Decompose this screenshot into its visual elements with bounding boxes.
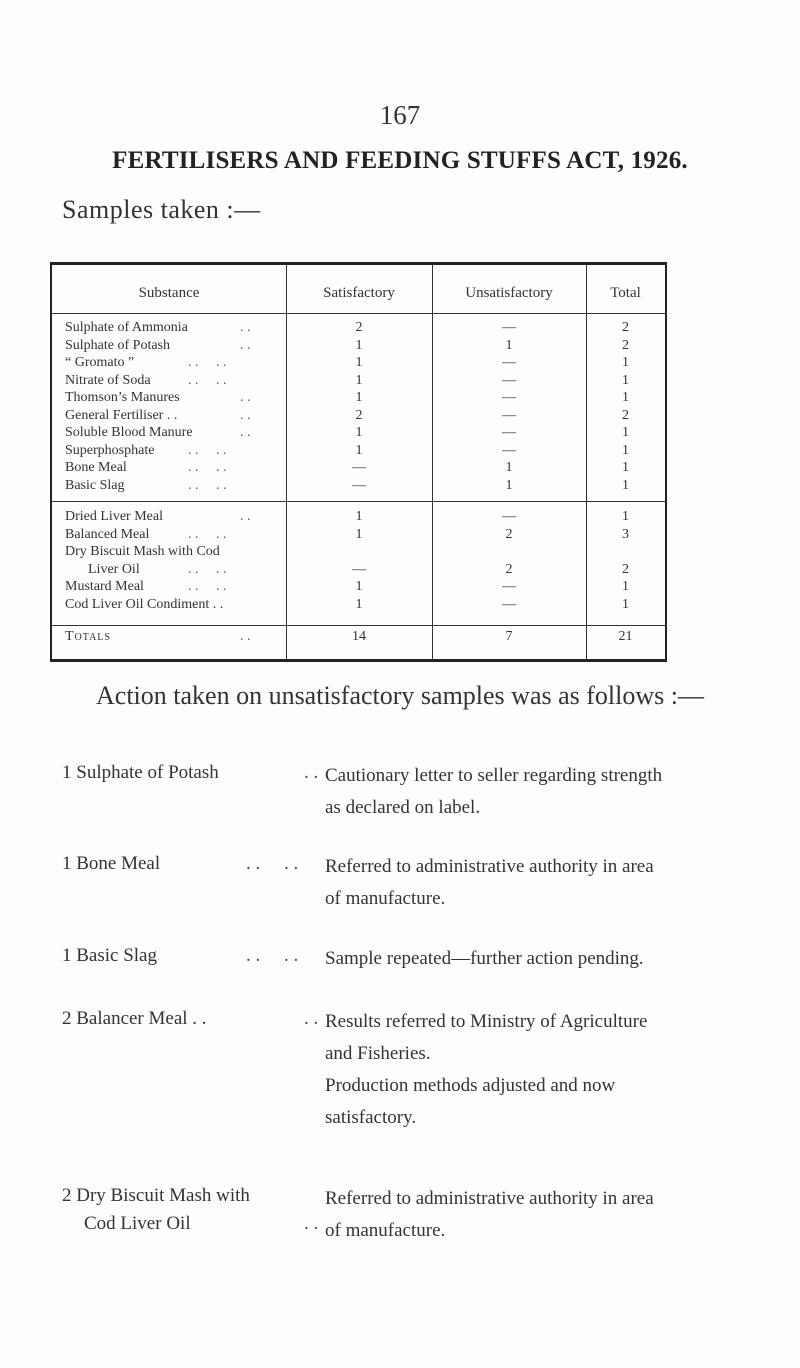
- table-row-leader: . .: [240, 425, 251, 440]
- table-row-leader: . . . .: [188, 442, 227, 458]
- action-item-text: Cautionary letter to seller regarding strength: [325, 765, 663, 786]
- table-row-leader: . . . .: [188, 579, 227, 594]
- action-item-text: Referred to administrative authority in area: [325, 856, 654, 877]
- totals-satisfactory: 14: [352, 629, 366, 644]
- table-row-substance: Nitrate of Soda: [65, 372, 151, 388]
- table-row-satisfactory: 1: [355, 355, 363, 370]
- table-row-unsatisfactory: —: [502, 425, 516, 440]
- action-item-leader: . .: [304, 1008, 319, 1029]
- table-row-total: 1: [622, 372, 629, 388]
- action-item-text: Production methods adjusted and now: [325, 1075, 616, 1096]
- action-item-leader: . . . .: [246, 945, 299, 966]
- table-row-substance: Bone Meal: [65, 460, 127, 475]
- table-row-total: 1: [622, 390, 629, 405]
- table-row-leader: . . . .: [188, 460, 227, 475]
- table-row-satisfactory: 1: [355, 442, 363, 458]
- action-item-label: Cod Liver Oil: [84, 1213, 191, 1234]
- table-row-substance: General Fertiliser . .: [65, 407, 178, 423]
- table-row-leader: . . . .: [188, 477, 227, 493]
- totals-leader: . .: [240, 629, 251, 644]
- table-row-leader: . .: [240, 407, 251, 423]
- table-row-satisfactory: 1: [355, 596, 363, 612]
- table-row-satisfactory: —: [352, 477, 366, 493]
- table-row-total: 1: [622, 425, 629, 440]
- table-row-substance: Thomson’s Manures: [65, 390, 180, 405]
- samples-heading: Samples taken :—: [62, 195, 261, 224]
- action-item-label: 2 Dry Biscuit Mash with: [62, 1185, 250, 1206]
- table-row-total: 1: [622, 355, 629, 370]
- header-divider: [52, 313, 665, 314]
- table-row-unsatisfactory: 1: [505, 477, 513, 493]
- table-row-total: 1: [622, 596, 629, 612]
- table-row-total: 1: [622, 460, 629, 475]
- action-item-leader: . .: [304, 762, 319, 783]
- action-item-label: 1 Sulphate of Potash: [62, 762, 219, 783]
- table-row-unsatisfactory: —: [502, 509, 516, 524]
- table-row-substance: Balanced Meal: [65, 526, 150, 542]
- totals-total: 21: [618, 629, 633, 644]
- table-row-total: 1: [622, 579, 629, 594]
- table-row-substance: Cod Liver Oil Condiment . .: [65, 596, 224, 612]
- table-row-substance: Basic Slag: [65, 477, 125, 493]
- page-number: 167: [379, 100, 421, 130]
- action-item-text: Referred to administrative authority in area: [325, 1188, 654, 1209]
- table-row-unsatisfactory: —: [502, 372, 516, 388]
- table-row-satisfactory: —: [352, 460, 366, 475]
- action-item-label: 1 Basic Slag: [62, 945, 157, 966]
- table-row-substance: Liver Oil: [88, 561, 140, 577]
- table-row-total: 2: [622, 337, 629, 353]
- totals-label: Totals: [65, 629, 111, 644]
- header-satisfactory: Satisfactory: [323, 285, 395, 301]
- table-row-satisfactory: 1: [355, 372, 363, 388]
- action-item-label: 2 Balancer Meal . .: [62, 1008, 207, 1029]
- action-item-text: satisfactory.: [325, 1107, 417, 1128]
- table-row-unsatisfactory: 2: [505, 561, 513, 577]
- table-row-satisfactory: 2: [355, 320, 363, 335]
- action-item-text: of manufacture.: [325, 888, 446, 909]
- table-row-leader: . .: [240, 390, 251, 405]
- table-row-unsatisfactory: —: [502, 355, 516, 370]
- table-row-satisfactory: 1: [355, 425, 363, 440]
- action-item-text: as declared on label.: [325, 797, 481, 818]
- table-row-substance: Mustard Meal: [65, 579, 144, 594]
- table-row-satisfactory: 1: [355, 526, 363, 542]
- table-row-substance: Dried Liver Meal: [65, 509, 163, 524]
- table-row-satisfactory: 2: [355, 407, 363, 423]
- table-row-leader: . .: [240, 337, 251, 353]
- table-row-total: 2: [622, 561, 629, 577]
- table-row-substance: Dry Biscuit Mash with Cod: [65, 544, 220, 559]
- totals-divider: [52, 625, 665, 626]
- action-item-text: and Fisheries.: [325, 1043, 431, 1064]
- action-item-text: Results referred to Ministry of Agriculture: [325, 1011, 648, 1032]
- table-row-satisfactory: 1: [355, 390, 363, 405]
- table-row-leader: . .: [240, 320, 251, 335]
- action-heading: Action taken on unsatisfactory samples was as follows :—: [96, 681, 704, 710]
- table-row-unsatisfactory: —: [502, 442, 516, 458]
- table-row-leader: . . . .: [188, 355, 227, 370]
- table-row-unsatisfactory: —: [502, 320, 516, 335]
- section-divider: [52, 501, 665, 502]
- table-row-total: 1: [622, 477, 629, 493]
- action-item-label: 1 Bone Meal: [62, 853, 161, 874]
- table-row-satisfactory: —: [352, 561, 366, 577]
- table-row-unsatisfactory: —: [502, 390, 516, 405]
- header-substance: Substance: [138, 285, 200, 301]
- table-row-unsatisfactory: 1: [505, 460, 513, 475]
- totals-unsatisfactory: 7: [505, 629, 513, 644]
- table-row-unsatisfactory: —: [502, 407, 516, 423]
- table-row-leader: . . . .: [188, 561, 227, 577]
- header-unsatisfactory: Unsatisfactory: [465, 285, 553, 301]
- table-row-satisfactory: 1: [355, 337, 363, 353]
- table-row-leader: . . . .: [188, 372, 227, 388]
- table-row-unsatisfactory: —: [502, 596, 516, 612]
- table-row-leader: . . . .: [188, 526, 227, 542]
- table-row-total: 1: [622, 509, 629, 524]
- page-title: FERTILISERS AND FEEDING STUFFS ACT, 1926.: [112, 147, 688, 174]
- samples-table: [50, 262, 667, 662]
- table-row-total: 2: [622, 320, 629, 335]
- table-row-unsatisfactory: 2: [505, 526, 513, 542]
- table-row-substance: Sulphate of Potash: [65, 337, 170, 353]
- action-item-leader: . .: [304, 1213, 319, 1234]
- table-row-substance: Soluble Blood Manure: [65, 425, 193, 440]
- table-row-total: 3: [622, 526, 629, 542]
- table-row-unsatisfactory: 1: [505, 337, 513, 353]
- table-row-substance: “ Gromato ”: [65, 355, 135, 370]
- action-item-leader: . . . .: [246, 853, 299, 874]
- table-row-substance: Sulphate of Ammonia: [65, 320, 188, 335]
- table-row-satisfactory: 1: [355, 579, 363, 594]
- header-total: Total: [610, 285, 641, 301]
- table-row-total: 1: [622, 442, 629, 458]
- table-row-unsatisfactory: —: [502, 579, 516, 594]
- table-row-substance: Superphosphate: [65, 442, 155, 458]
- action-item-text: of manufacture.: [325, 1220, 446, 1241]
- action-item-text: Sample repeated—further action pending.: [325, 948, 644, 969]
- table-row-total: 2: [622, 407, 629, 423]
- table-row-satisfactory: 1: [355, 509, 363, 524]
- table-row-leader: . .: [240, 509, 251, 524]
